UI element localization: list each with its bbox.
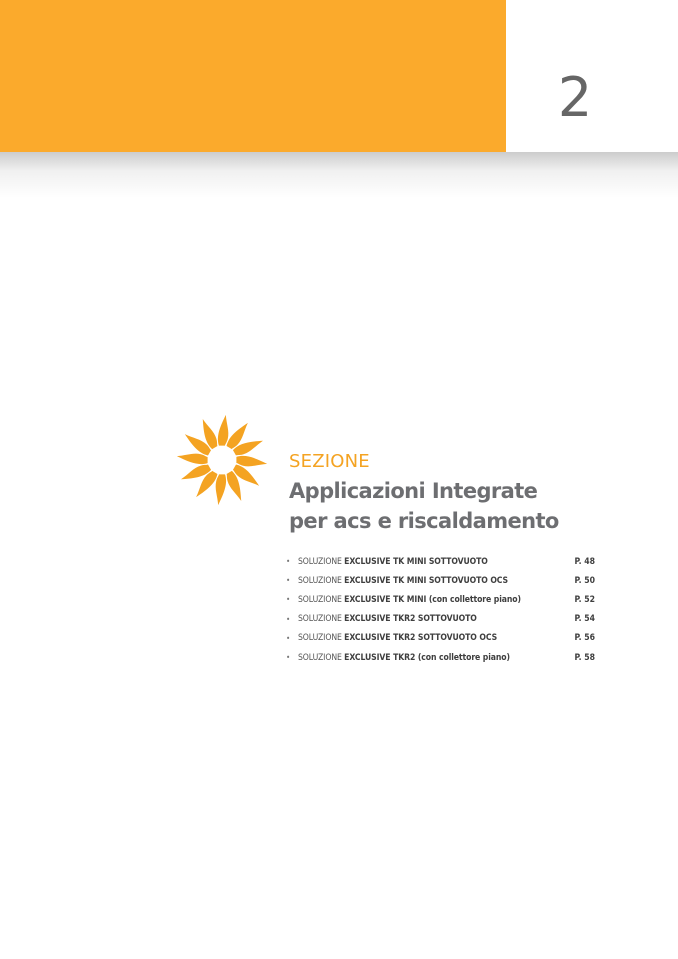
section-number: 2 (557, 66, 593, 129)
toc-item[interactable] (286, 590, 598, 609)
section-title-line-1: Applicazioni Integrate (289, 479, 538, 503)
toc-item-prefix: SOLUZIONE (298, 652, 342, 663)
toc-item[interactable] (286, 571, 598, 590)
bullet-icon: • (286, 557, 291, 567)
bullet-icon: • (286, 614, 291, 624)
toc-item[interactable] (286, 629, 598, 648)
bullet-icon: • (286, 633, 291, 643)
bullet-icon: • (286, 576, 291, 586)
toc-item-name: EXCLUSIVE TKR2 SOTTOVUOTO (344, 614, 477, 625)
toc-item-prefix: SOLUZIONE (298, 575, 342, 586)
toc-item-name: EXCLUSIVE TKR2 SOTTOVUOTO OCS (344, 633, 498, 644)
toc-item-page: P. 52 (574, 594, 595, 605)
section-label: SEZIONE (289, 451, 370, 472)
toc-item-text (298, 576, 575, 586)
toc-item-text (298, 595, 575, 605)
sun-ray (216, 474, 226, 505)
header-band (0, 0, 678, 152)
header-shadow (0, 152, 678, 198)
sun-ray (218, 415, 228, 446)
toc-item-name: EXCLUSIVE TKR2 (con collettore piano) (344, 652, 510, 663)
toc-item[interactable] (286, 552, 598, 571)
sun-ray (236, 456, 267, 466)
toc-item-page: P. 50 (574, 575, 595, 586)
toc-item-name: EXCLUSIVE TK MINI SOTTOVUOTO OCS (344, 575, 509, 586)
toc-item[interactable] (286, 648, 598, 667)
toc-item-prefix: SOLUZIONE (298, 556, 342, 567)
toc-item-prefix: SOLUZIONE (298, 614, 342, 625)
toc-item-prefix: SOLUZIONE (298, 594, 342, 605)
toc-item-text (298, 653, 575, 663)
toc-item-text (298, 633, 575, 643)
sun-center (213, 451, 230, 468)
toc-item-page: P. 56 (574, 633, 595, 644)
header-orange-block (0, 0, 506, 152)
toc-item-page: P. 48 (574, 556, 595, 567)
toc-item[interactable] (286, 610, 598, 629)
toc-item-name: EXCLUSIVE TK MINI SOTTOVUOTO (344, 556, 488, 567)
bullet-icon: • (286, 653, 291, 663)
section-title (289, 476, 619, 536)
table-of-contents (286, 552, 598, 667)
toc-item-text (298, 557, 575, 567)
sun-ray (177, 454, 208, 464)
toc-item-prefix: SOLUZIONE (298, 633, 342, 644)
section-title-line-2: per acs e riscaldamento (289, 509, 559, 533)
sun-icon (174, 412, 270, 508)
toc-item-page: P. 54 (574, 614, 595, 625)
toc-item-text (298, 614, 575, 624)
toc-item-page: P. 58 (574, 652, 595, 663)
bullet-icon: • (286, 595, 291, 605)
toc-item-name: EXCLUSIVE TK MINI (con collettore piano) (344, 594, 521, 605)
